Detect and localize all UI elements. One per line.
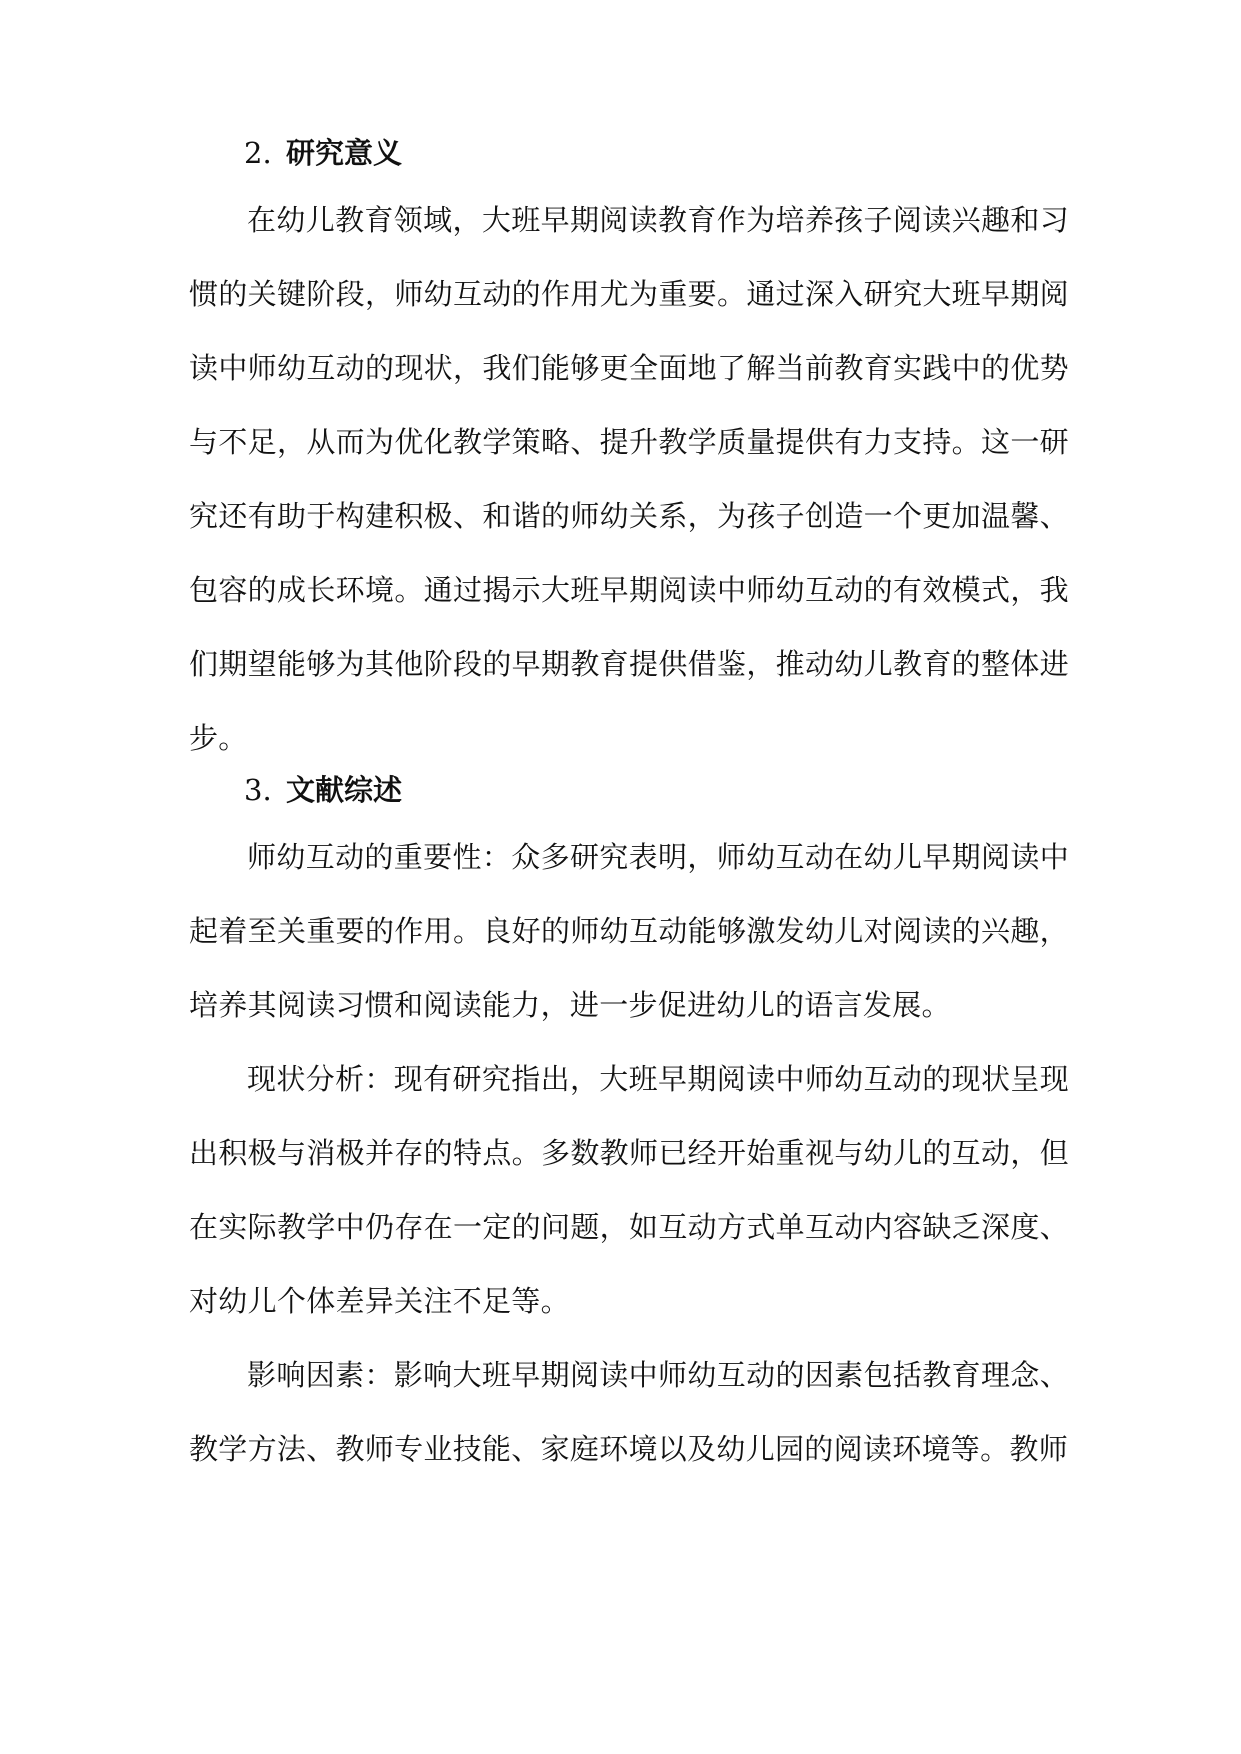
paragraph-importance: 师幼互动的重要性：众多研究表明，师幼互动在幼儿早期阅读中起着至关重要的作用。良好的师幼互动能够激发幼儿对阅读的兴趣，培养其阅读习惯和阅读能力，进一步促进幼儿的语言发展。 [189,840,1069,1022]
paragraph-influencing-factors: 影响因素：影响大班早期阅读中师幼互动的因素包括教育理念、教学方法、教师专业技能、家庭环境以及幼儿园的阅读环境等。教师 [189,1358,1069,1466]
section-title: 研究意义 [286,136,403,170]
section-number: 2. [244,136,272,170]
section-number: 3. [244,773,272,807]
paragraph-research-significance: 在幼儿教育领域，大班早期阅读教育作为培养孩子阅读兴趣和习惯的关键阶段，师幼互动的作用尤为重要。通过深入研究大班早期阅读中师幼互动的现状，我们能够更全面地了解当前教育实践中的优势与不足，从而为优化教学策略、提升教学质量提供有力支持。这一研究还有助于构建积极、和谐的师幼关系，为孩子创造一个更加温馨、包容的成长环境。通过揭示大班早期阅读中师幼互动的有效模式，我们期望能够为其他阶段的早期教育提供借鉴，推动幼儿教育的整体进步。 [189,203,1069,755]
section-heading-literature-review [244,770,402,810]
section-heading-research-significance [244,133,402,173]
paragraph-status-analysis: 现状分析：现有研究指出，大班早期阅读中师幼互动的现状呈现出积极与消极并存的特点。多数教师已经开始重视与幼儿的互动，但在实际教学中仍存在一定的问题，如互动方式单互动内容缺乏深度、对幼儿个体差异关注不足等。 [189,1062,1069,1318]
section-title: 文献综述 [286,773,403,807]
